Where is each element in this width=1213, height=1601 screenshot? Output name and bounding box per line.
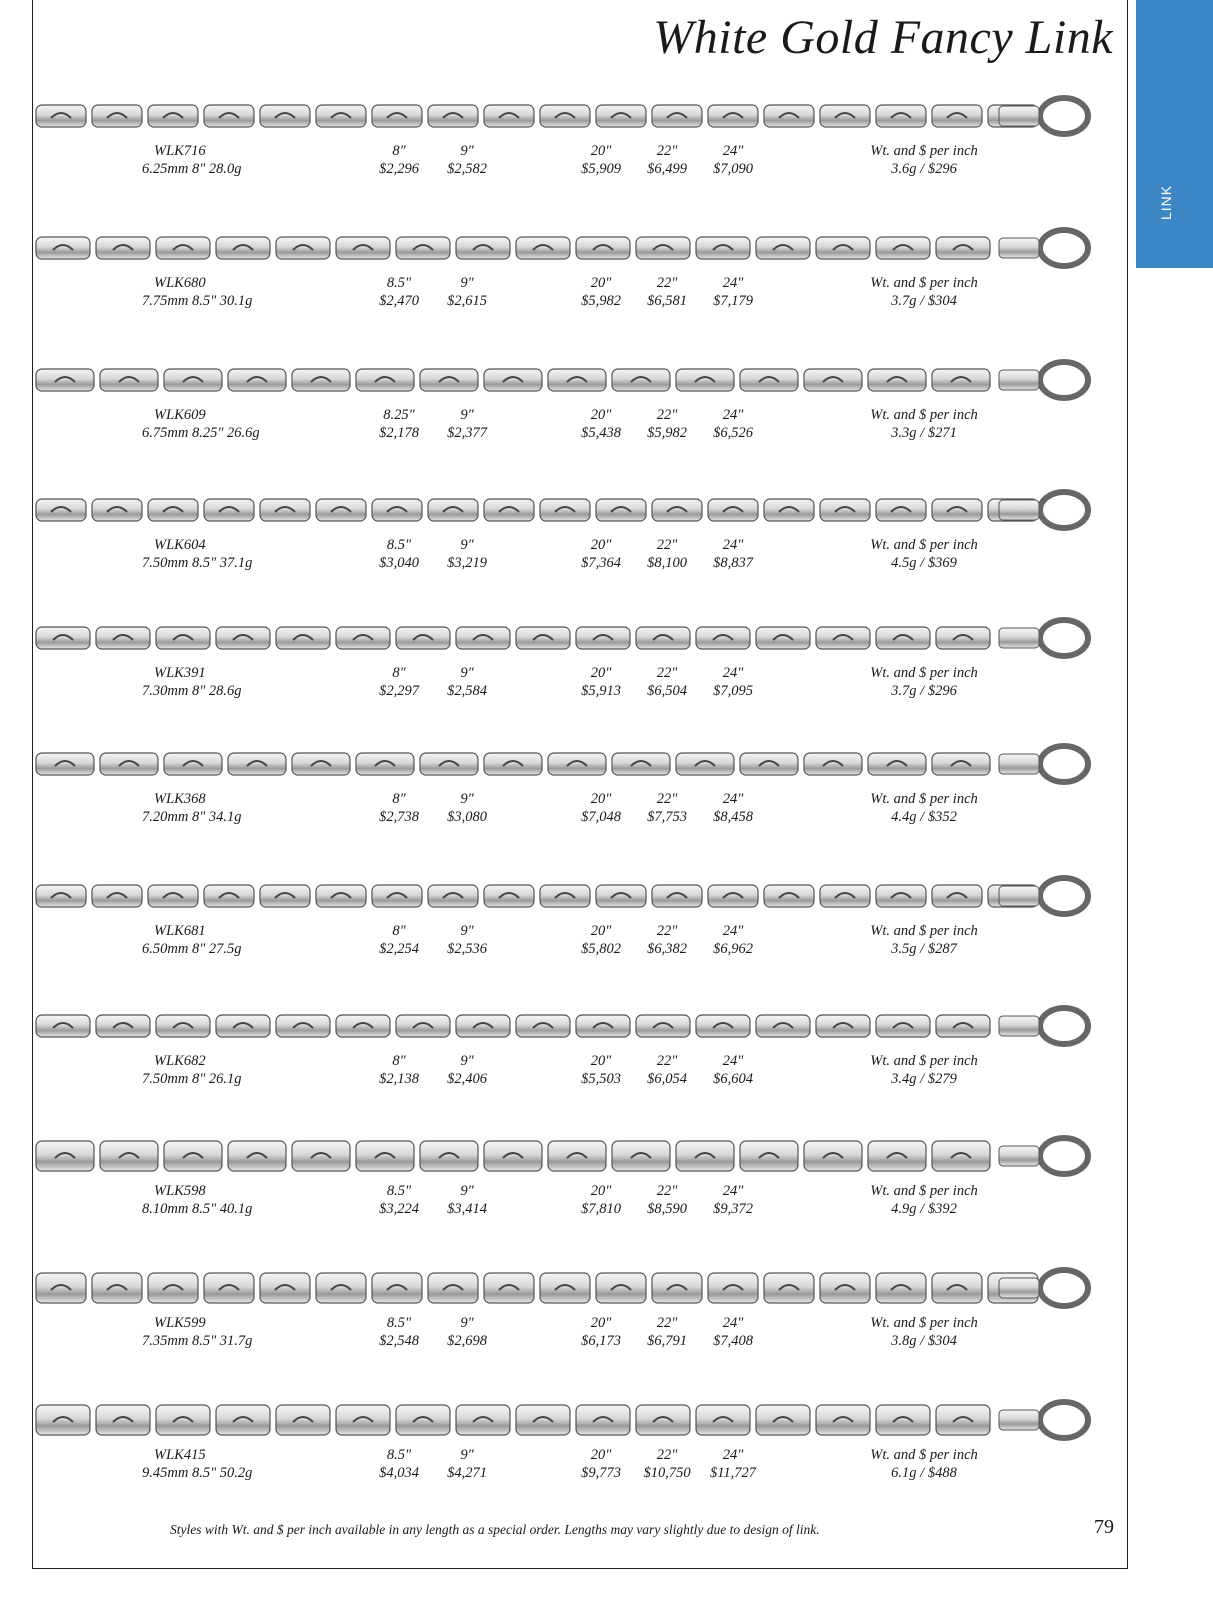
length-a: 8.5": [386, 1183, 412, 1199]
length-a: 8": [392, 1053, 406, 1069]
per-inch-value: 3.6g / $296: [891, 161, 957, 177]
length-b: 9": [460, 537, 474, 553]
length-a: 8": [392, 923, 406, 939]
product-code: WLK609: [154, 407, 206, 423]
length-20: 20": [590, 923, 612, 939]
length-22: 22": [656, 791, 678, 807]
price-20: $5,503: [581, 1071, 621, 1087]
length-20: 20": [590, 407, 612, 423]
length-24: 24": [722, 407, 744, 423]
product-spec: 7.50mm 8.5" 37.1g: [142, 555, 253, 571]
length-24: 24": [722, 923, 744, 939]
price-24: $6,962: [713, 941, 753, 957]
product-spec: 9.45mm 8.5" 50.2g: [142, 1465, 253, 1481]
length-a: 8": [392, 665, 406, 681]
per-inch-label: Wt. and $ per inch: [870, 1053, 978, 1069]
price-a: $2,297: [379, 683, 419, 699]
length-24: 24": [722, 1447, 744, 1463]
product-row[interactable]: [34, 226, 1124, 356]
length-a: 8.5": [386, 1447, 412, 1463]
product-row[interactable]: [34, 1266, 1124, 1396]
length-a: 8.5": [386, 537, 412, 553]
per-inch-label: Wt. and $ per inch: [870, 1447, 978, 1463]
length-24: 24": [722, 1315, 744, 1331]
length-b: 9": [460, 1315, 474, 1331]
price-22: $6,054: [647, 1071, 687, 1087]
length-b: 9": [460, 923, 474, 939]
length-24: 24": [722, 1053, 744, 1069]
length-22: 22": [656, 665, 678, 681]
length-20: 20": [590, 665, 612, 681]
price-20: $5,802: [581, 941, 621, 957]
per-inch-label: Wt. and $ per inch: [870, 1183, 978, 1199]
price-24: $6,604: [713, 1071, 753, 1087]
per-inch-label: Wt. and $ per inch: [870, 665, 978, 681]
product-row[interactable]: [34, 1398, 1124, 1528]
product-spec: 6.50mm 8" 27.5g: [142, 941, 242, 957]
price-b: $3,080: [447, 809, 487, 825]
price-22: $6,499: [647, 161, 687, 177]
price-b: $2,582: [447, 161, 487, 177]
product-spec: 6.75mm 8.25" 26.6g: [142, 425, 260, 441]
length-24: 24": [722, 1183, 744, 1199]
per-inch-value: 4.9g / $392: [891, 1201, 957, 1217]
price-a: $2,178: [379, 425, 419, 441]
price-22: $6,581: [647, 293, 687, 309]
product-code: WLK598: [154, 1183, 206, 1199]
price-24: $8,458: [713, 809, 753, 825]
price-20: $5,982: [581, 293, 621, 309]
length-20: 20": [590, 1447, 612, 1463]
per-inch-value: 3.3g / $271: [891, 425, 957, 441]
product-row[interactable]: [34, 874, 1124, 1004]
per-inch-value: 4.4g / $352: [891, 809, 957, 825]
product-code: WLK682: [154, 1053, 206, 1069]
price-a: $3,040: [379, 555, 419, 571]
product-spec: 6.25mm 8" 28.0g: [142, 161, 242, 177]
price-20: $5,909: [581, 161, 621, 177]
price-a: $3,224: [379, 1201, 419, 1217]
price-b: $2,584: [447, 683, 487, 699]
length-22: 22": [656, 537, 678, 553]
product-code: WLK681: [154, 923, 206, 939]
price-a: $2,470: [379, 293, 419, 309]
per-inch-label: Wt. and $ per inch: [870, 275, 978, 291]
price-20: $7,048: [581, 809, 621, 825]
length-20: 20": [590, 1053, 612, 1069]
length-22: 22": [656, 407, 678, 423]
price-a: $2,548: [379, 1333, 419, 1349]
page-title: White Gold Fancy Link: [653, 11, 1113, 64]
price-a: $4,034: [379, 1465, 419, 1481]
price-22: $8,590: [647, 1201, 687, 1217]
per-inch-value: 3.5g / $287: [891, 941, 957, 957]
price-22: $6,504: [647, 683, 687, 699]
price-a: $2,738: [379, 809, 419, 825]
price-b: $2,406: [447, 1071, 487, 1087]
per-inch-value: 3.7g / $304: [891, 293, 957, 309]
product-code: WLK716: [154, 143, 206, 159]
price-22: $7,753: [647, 809, 687, 825]
product-code: WLK368: [154, 791, 206, 807]
price-22: $6,791: [647, 1333, 687, 1349]
length-a: 8": [392, 143, 406, 159]
length-b: 9": [460, 1183, 474, 1199]
length-b: 9": [460, 1053, 474, 1069]
price-24: $6,526: [713, 425, 753, 441]
length-a: 8": [392, 791, 406, 807]
price-b: $2,615: [447, 293, 487, 309]
per-inch-label: Wt. and $ per inch: [870, 407, 978, 423]
length-b: 9": [460, 665, 474, 681]
length-22: 22": [656, 1183, 678, 1199]
length-22: 22": [656, 275, 678, 291]
product-row[interactable]: [34, 742, 1124, 872]
product-code: WLK680: [154, 275, 206, 291]
product-row[interactable]: [34, 358, 1124, 488]
length-24: 24": [722, 665, 744, 681]
price-a: $2,138: [379, 1071, 419, 1087]
per-inch-label: Wt. and $ per inch: [870, 537, 978, 553]
length-24: 24": [722, 537, 744, 553]
length-20: 20": [590, 1183, 612, 1199]
product-row[interactable]: [34, 1004, 1124, 1134]
product-spec: 8.10mm 8.5" 40.1g: [142, 1201, 253, 1217]
length-22: 22": [656, 1053, 678, 1069]
price-22: $5,982: [647, 425, 687, 441]
length-24: 24": [722, 275, 744, 291]
per-inch-label: Wt. and $ per inch: [870, 791, 978, 807]
per-inch-label: Wt. and $ per inch: [870, 923, 978, 939]
length-24: 24": [722, 791, 744, 807]
product-row[interactable]: [34, 1134, 1124, 1264]
price-24: $7,408: [713, 1333, 753, 1349]
length-20: 20": [590, 143, 612, 159]
length-b: 9": [460, 275, 474, 291]
product-row[interactable]: [34, 94, 1124, 224]
length-b: 9": [460, 791, 474, 807]
product-code: WLK391: [154, 665, 206, 681]
price-20: $7,810: [581, 1201, 621, 1217]
per-inch-value: 3.8g / $304: [891, 1333, 957, 1349]
length-b: 9": [460, 1447, 474, 1463]
length-a: 8.5": [386, 275, 412, 291]
price-b: $2,698: [447, 1333, 487, 1349]
per-inch-value: 4.5g / $369: [891, 555, 957, 571]
price-20: $5,438: [581, 425, 621, 441]
per-inch-value: 3.4g / $279: [891, 1071, 957, 1087]
price-24: $7,095: [713, 683, 753, 699]
price-b: $3,414: [447, 1201, 487, 1217]
price-24: $9,372: [713, 1201, 753, 1217]
price-24: $11,727: [709, 1465, 757, 1481]
price-22: $8,100: [647, 555, 687, 571]
product-spec: 7.20mm 8" 34.1g: [142, 809, 242, 825]
price-24: $7,090: [713, 161, 753, 177]
price-b: $2,536: [447, 941, 487, 957]
per-inch-label: Wt. and $ per inch: [870, 1315, 978, 1331]
length-20: 20": [590, 791, 612, 807]
product-code: WLK415: [154, 1447, 206, 1463]
length-b: 9": [460, 407, 474, 423]
product-spec: 7.30mm 8" 28.6g: [142, 683, 242, 699]
length-24: 24": [722, 143, 744, 159]
product-code: WLK599: [154, 1315, 206, 1331]
length-22: 22": [656, 1315, 678, 1331]
price-20: $5,913: [581, 683, 621, 699]
price-b: $3,219: [447, 555, 487, 571]
price-a: $2,296: [379, 161, 419, 177]
length-a: 8.5": [386, 1315, 412, 1331]
price-20: $7,364: [581, 555, 621, 571]
price-b: $4,271: [447, 1465, 487, 1481]
price-24: $7,179: [713, 293, 753, 309]
length-a: 8.25": [383, 407, 415, 423]
price-b: $2,377: [447, 425, 487, 441]
price-20: $9,773: [581, 1465, 621, 1481]
product-code: WLK604: [154, 537, 206, 553]
length-22: 22": [656, 1447, 678, 1463]
product-spec: 7.35mm 8.5" 31.7g: [142, 1333, 253, 1349]
footer-note: Styles with Wt. and $ per inch available in any length as a special order. Lengths may vary slightly due to design of link.: [170, 1522, 820, 1537]
per-inch-value: 6.1g / $488: [891, 1465, 957, 1481]
length-b: 9": [460, 143, 474, 159]
side-tab-label: LINK: [1158, 184, 1174, 220]
product-spec: 7.50mm 8" 26.1g: [142, 1071, 242, 1087]
product-row[interactable]: [34, 488, 1124, 618]
per-inch-value: 3.7g / $296: [891, 683, 957, 699]
product-spec: 7.75mm 8.5" 30.1g: [142, 293, 253, 309]
length-20: 20": [590, 1315, 612, 1331]
product-row[interactable]: [34, 616, 1124, 746]
page-number: 79: [1094, 1516, 1114, 1538]
price-a: $2,254: [379, 941, 419, 957]
length-20: 20": [590, 275, 612, 291]
side-tab[interactable]: [1136, 0, 1213, 268]
price-20: $6,173: [581, 1333, 621, 1349]
price-22: $6,382: [647, 941, 687, 957]
per-inch-label: Wt. and $ per inch: [870, 143, 978, 159]
length-22: 22": [656, 143, 678, 159]
length-22: 22": [656, 923, 678, 939]
price-24: $8,837: [713, 555, 753, 571]
length-20: 20": [590, 537, 612, 553]
price-22: $10,750: [643, 1465, 691, 1481]
